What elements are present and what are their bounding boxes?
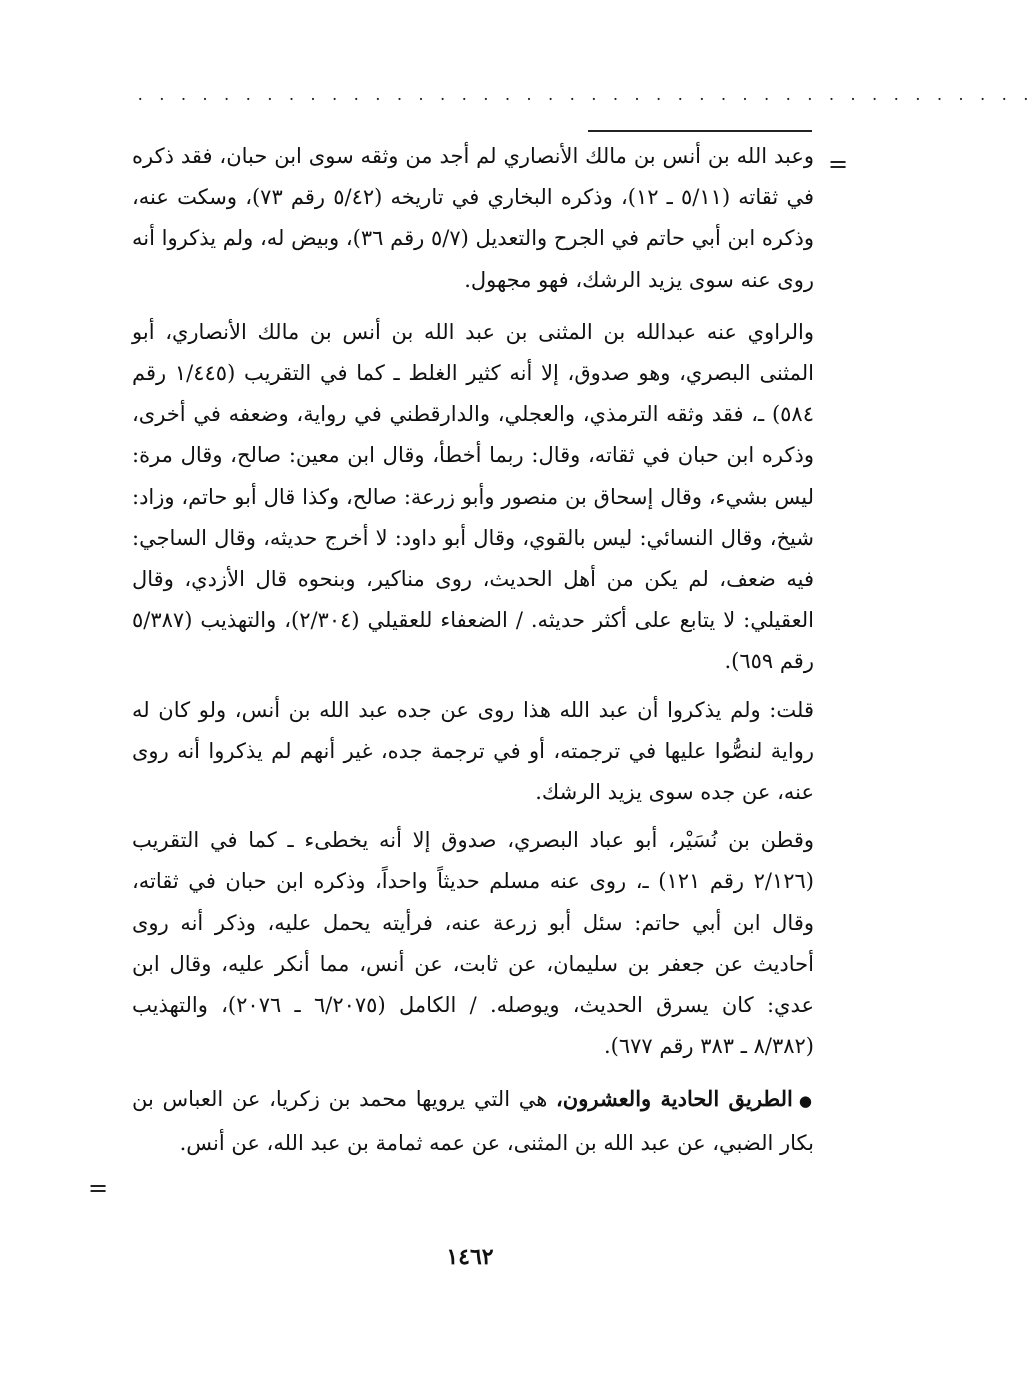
paragraph-narrator-abdullah-bin-muthanna: والراوي عنه عبدالله بن المثنى بن عبد الله بن أنس بن مالك الأنصاري، أبو المثنى البصري، وهو صدوق، إلا أنه كثير الغلط ـ كما في التقريب (١/٤٤٥ رقم ٥٨٤) ـ، فقد وثقه الترمذي، والعجلي، والدارقطني في رواية، وضعفه في أخرى، وذكره ابن حبان في ثقاته، وقال: ربما أخطأ، وقال ابن معين: صالح، وقال مرة: ليس بشيء، وقال إسحاق بن منصور وأبو زرعة: صالح، وكذا قال أبو حاتم، وزاد: شيخ، وقال النسائي: ليس بالقوي، وقال أبو داود: لا أخرج حديثه، وقال الساجي: فيه ضعف، لم يكن من أهل الحديث، روى مناكير، وبنحوه قال الأزدي، وقال العقيلي: لا يتابع على أكثر حديثه. / الضعفاء للعقيلي (٢/٣٠٤)، والتهذيب (٥/٣٨٧ رقم ٦٥٩). [132,319,814,674]
continuation-mark-bottom: = [88,1174,109,1202]
continuation-mark-top: = [828,150,849,178]
route-heading: الطريق الحادية والعشرون، [556,1086,793,1112]
footnote-body [132,136,814,1164]
paragraph-abdullah-bin-anas: وعبد الله بن أنس بن مالك الأنصاري لم أجد من وثقه سوى ابن حبان، فقد ذكره في ثقاته (٥/١١ ـ ١٢)، وذكره البخاري في تاريخه (٥/٤٢ رقم ٧٣)، وسكت عنه، وذكره ابن أبي حاتم في الجرح والتعديل (٥/٧ رقم ٣٦)، وبيض له، ولم يذكروا أنه روى عنه سوى يزيد الرشك، فهو مجهول. [132,144,815,292]
route-text: هي التي يرويها محمد بن زكريا، عن العباس بن بكار الضبي، عن عبد الله بن المثنى، عن عمه ثمامة بن عبد الله، عن أنس. [132,1087,814,1155]
bullet-icon: ● [798,1092,814,1111]
footnote-separator-rule [588,130,812,132]
paragraph-qultu-note: قلت: ولم يذكروا أن عبد الله هذا روى عن جده عبد الله بن أنس، ولو كان له رواية لنصُّوا عليها في ترجمته، أو في ترجمة جده، غير أنهم لم يذكروا أنه روى عنه، عن جده سوى يزيد الرشك. [132,697,814,805]
paragraph-twenty-first-route [132,1078,814,1163]
page-number: ١٤٦٢ [446,1244,494,1270]
header-dotted-line: . . . . . . . . . . . . . . . . . . . . . . . . . . . . . . . . . . . . . . . . . . [138,84,1034,104]
paragraph-qatan-bin-nusair: وقطن بن نُسَيْر، أبو عباد البصري، صدوق إلا أنه يخطىء ـ كما في التقريب (٢/١٢٦ رقم ١٢١) ـ، روى عنه مسلم حديثاً واحداً، وذكره ابن حبان في ثقاته، وقال ابن أبي حاتم: سئل أبو زرعة عنه، فرأيته يحمل عليه، وذكر أنه روى أحاديث عن جعفر بن سليمان، عن ثابت، عن أنس، مما أنكر عليه، وقال ابن عدي: كان يسرق الحديث، ويوصله. / الكامل (٦/٢٠٧٥ ـ ٢٠٧٦)، والتهذيب (٨/٣٨٢ ـ ٣٨٣ رقم ٦٧٧). [132,828,815,1059]
